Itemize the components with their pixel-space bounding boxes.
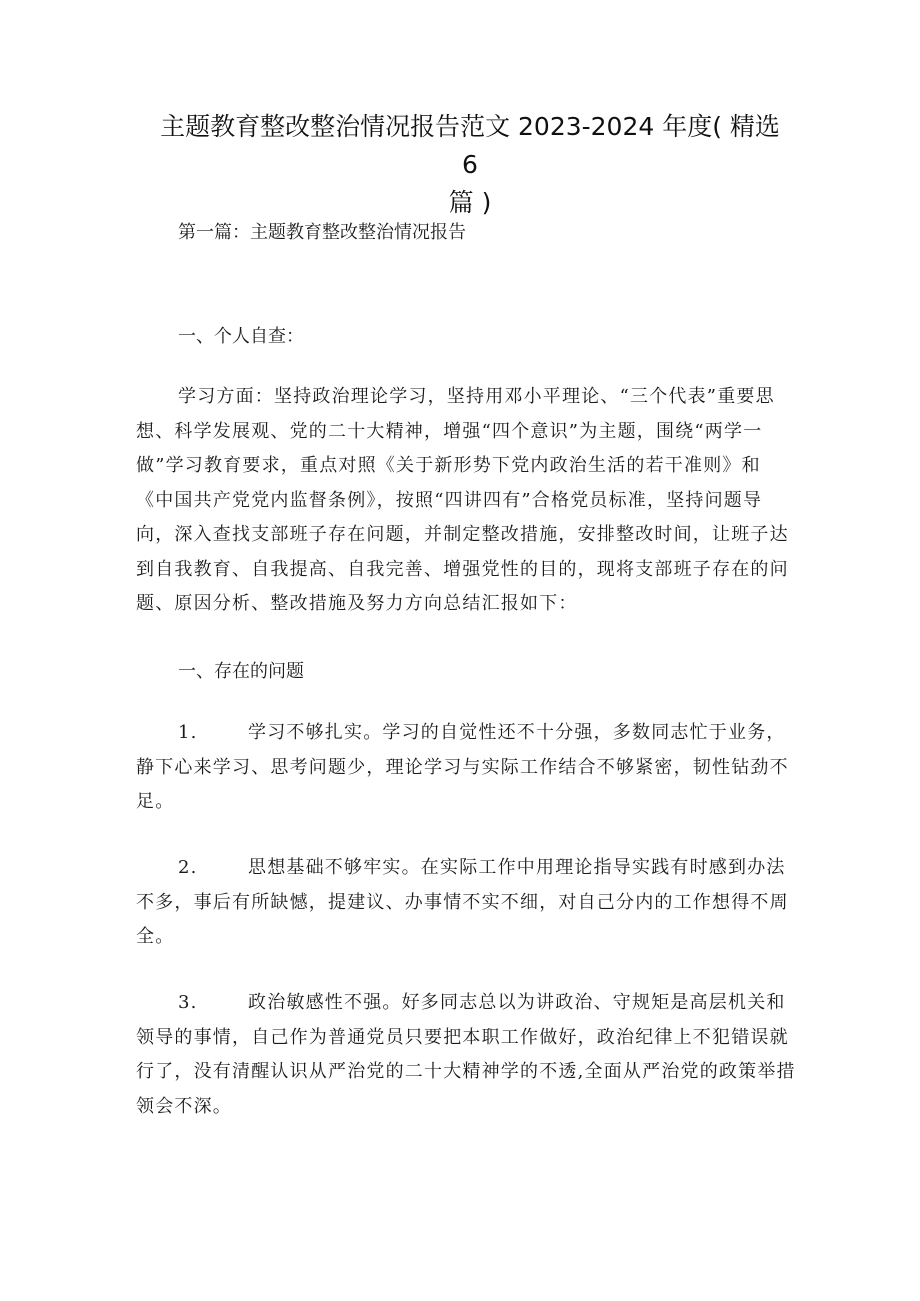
document-title [150, 108, 790, 222]
title-line-2: 篇 ) [448, 188, 492, 217]
study-paragraph-text: 学习方面：坚持政治理论学习，坚持用邓小平理论、“三个代表”重要思想、科学发展观、党的二十大精神，增强“四个意识”为主题，围绕“两学一做”学习教育要求，重点对照《关于新形势下党内政治生活的若干准则》和《中国共产党党内监督条例》，按照“四讲四有”合格党员标准，坚持问题导向，深入查找支部班子存在问题，并制定整改措施，安排整改时间，让班子达到自我教育、自我提高、自我完善、增强党性的目的，现将支部班子存在的问题、原因分析、整改措施及努力方向总结汇报如下： [136, 386, 789, 614]
problems-heading: 一、存在的问题 [178, 661, 304, 682]
problem-item-number: 3. [178, 992, 198, 1013]
problem-item-text: 思想基础不够牢实。在实际工作中用理论指导实践有时感到办法不多，事后有所缺憾，提建议、办事情不实不细，对自己分内的工作想得不周全。 [136, 857, 789, 947]
problem-item [136, 716, 796, 820]
section-heading: 第一篇：主题教育整改整治情况报告 [178, 222, 466, 243]
problem-item [136, 851, 796, 955]
problem-item-text: 学习不够扎实。学习的自觉性还不十分强，多数同志忙于业务，静下心来学习、思考问题少，理论学习与实际工作结合不够紧密，韧性钻劲不足。 [136, 722, 789, 812]
study-paragraph [136, 380, 796, 622]
problem-item [136, 986, 796, 1124]
problem-item-text: 政治敏感性不强。好多同志总以为讲政治、守规矩是高层机关和领导的事情，自己作为普通党员只要把本职工作做好，政治纪律上不犯错误就行了，没有清醒认识从严治党的二十大精神学的不透,全面从严治党的政策举措领会不深。 [136, 992, 796, 1117]
title-line-1: 主题教育整改整治情况报告范文 2023-2024 年度( 精选 6 [160, 112, 780, 179]
self-check-heading: 一、个人自查： [178, 326, 304, 347]
problem-item-number: 1. [178, 722, 198, 743]
problem-item-number: 2. [178, 857, 198, 878]
